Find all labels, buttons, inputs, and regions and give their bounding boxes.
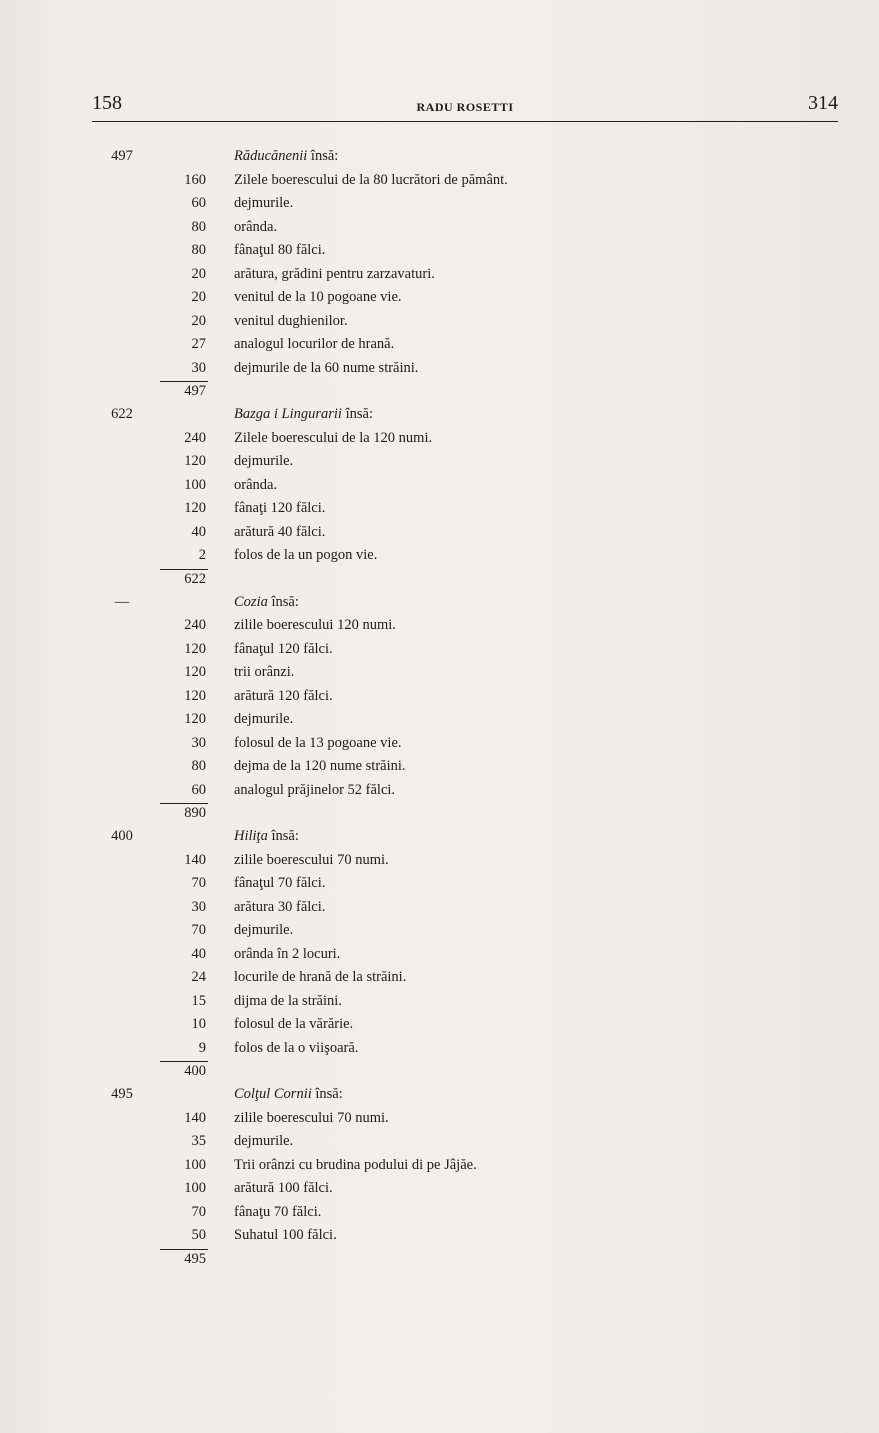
revenue-description: dejmurile. <box>234 922 294 938</box>
estate-heading-suffix: însă: <box>307 148 339 164</box>
estate-total: 622 <box>111 406 133 422</box>
revenue-item-row <box>92 263 852 287</box>
revenue-amount: 24 <box>191 969 206 985</box>
revenue-item-row <box>92 755 852 779</box>
estate-heading <box>234 825 299 849</box>
revenue-description: arătura, grădini pentru zarzavaturi. <box>234 265 435 282</box>
section-sum-row <box>92 568 852 591</box>
estate-title-row <box>92 403 852 427</box>
section-sum-row <box>92 1248 852 1271</box>
estate-name: Hiliţa <box>234 828 268 844</box>
revenue-description: dejmurile. <box>234 711 294 727</box>
revenue-amount: 240 <box>184 429 206 446</box>
revenue-amount: 9 <box>198 1039 206 1056</box>
revenue-description: dejmurile. <box>234 1133 294 1149</box>
revenue-description: zilile boerescului 70 numi. <box>234 851 389 868</box>
revenue-description: arătura 30 fălci. <box>234 898 326 915</box>
revenue-item-row <box>92 849 852 873</box>
section-sum-row <box>92 1060 852 1083</box>
revenue-description: folos de la o viişoară. <box>234 1039 359 1056</box>
revenue-item-row <box>92 357 852 381</box>
revenue-item-row <box>92 544 852 568</box>
estate-heading-suffix: însă: <box>311 1086 343 1102</box>
revenue-description: folosul de la vărărie. <box>234 1016 354 1032</box>
estate-heading <box>234 403 373 427</box>
revenue-description: fânaţi 120 fălci. <box>234 500 326 516</box>
revenue-amount: 10 <box>191 1016 206 1032</box>
revenue-item-row <box>92 216 852 240</box>
revenue-description: folos de la un pogon vie. <box>234 547 378 563</box>
estate-heading-suffix: însă: <box>341 406 373 422</box>
revenue-item-row <box>92 779 852 803</box>
revenue-description: zilile boerescului 70 numi. <box>234 1109 389 1126</box>
revenue-amount: 100 <box>184 476 206 493</box>
revenue-description: Zilele boerescului de la 120 numi. <box>234 429 433 446</box>
revenue-item-row <box>92 708 852 732</box>
estate-title-row <box>92 145 852 169</box>
revenue-amount: 100 <box>184 1156 206 1173</box>
revenue-amount: 20 <box>191 312 206 329</box>
revenue-description: dejmurile. <box>234 195 294 211</box>
revenue-description: fânaţul 120 fălci. <box>234 640 333 657</box>
revenue-amount: 2 <box>198 547 206 563</box>
revenue-item-row <box>92 990 852 1014</box>
revenue-item-row <box>92 427 852 451</box>
revenue-description: fânaţu 70 fălci. <box>234 1203 322 1220</box>
revenue-description: dijma de la străini. <box>234 992 342 1009</box>
revenue-description: fânaţul 70 fălci. <box>234 875 326 891</box>
header-rule <box>92 121 838 122</box>
revenue-description: orânda în 2 locuri. <box>234 945 341 962</box>
revenue-description: trii orânzi. <box>234 664 295 680</box>
revenue-description: dejmurile. <box>234 453 294 469</box>
estate-total: 400 <box>111 828 133 844</box>
revenue-amount: 160 <box>184 171 206 188</box>
revenue-description: analogul prăjinelor 52 fălci. <box>234 781 396 798</box>
revenue-item-row <box>92 685 852 709</box>
revenue-description: venitul dughienilor. <box>234 312 348 329</box>
section-sum-row <box>92 802 852 825</box>
section-sum: 400 <box>184 1063 206 1079</box>
revenue-item-row <box>92 169 852 193</box>
revenue-item-row <box>92 1013 852 1037</box>
revenue-amount: 20 <box>191 289 206 305</box>
revenue-amount: 80 <box>191 242 206 258</box>
page-header <box>92 88 838 122</box>
revenue-description: locurile de hrană de la străini. <box>234 969 407 985</box>
estate-heading <box>234 145 338 169</box>
page-number-right: 314 <box>808 92 838 114</box>
estate-heading <box>234 591 299 615</box>
revenue-item-row <box>92 192 852 216</box>
revenue-amount: 70 <box>191 875 206 891</box>
revenue-description: orânda. <box>234 476 278 493</box>
revenue-description: dejmurile de la 60 nume străini. <box>234 359 419 376</box>
estate-title-row <box>92 591 852 615</box>
estate-name: Răducănenii <box>234 148 308 164</box>
section-sum: 497 <box>184 383 206 399</box>
revenue-item-row <box>92 614 852 638</box>
revenue-item-row <box>92 286 852 310</box>
revenue-amount: 140 <box>184 1109 206 1126</box>
revenue-description: venitul de la 10 pogoane vie. <box>234 289 402 305</box>
revenue-item-row <box>92 1154 852 1178</box>
revenue-amount: 40 <box>191 945 206 962</box>
estate-heading <box>234 1083 343 1107</box>
estate-total: — <box>114 593 130 610</box>
revenue-amount: 120 <box>184 453 206 469</box>
revenue-item-row <box>92 732 852 756</box>
revenue-description: zilile boerescului 120 numi. <box>234 617 396 633</box>
revenue-amount: 50 <box>191 1227 206 1243</box>
revenue-amount: 80 <box>191 758 206 774</box>
revenue-description: Trii orânzi cu brudina podului di pe Jâjăe. <box>234 1156 477 1173</box>
revenue-description: dejma de la 120 nume străini. <box>234 758 406 774</box>
revenue-description: analogul locurilor de hrană. <box>234 336 395 352</box>
revenue-description: folosul de la 13 pogoane vie. <box>234 734 402 751</box>
estate-heading-suffix: însă: <box>267 593 299 610</box>
revenue-description: arătură 40 fălci. <box>234 523 326 540</box>
revenue-amount: 140 <box>184 851 206 868</box>
revenue-amount: 70 <box>191 1203 206 1220</box>
revenue-item-row <box>92 1107 852 1131</box>
revenue-amount: 120 <box>184 687 206 704</box>
revenue-description: fânaţul 80 fălci. <box>234 242 326 258</box>
revenue-amount: 70 <box>191 922 206 938</box>
estate-total: 497 <box>111 148 133 164</box>
revenue-amount: 120 <box>184 711 206 727</box>
revenue-item-row <box>92 239 852 263</box>
estate-name: Colţul Cornii <box>234 1086 312 1102</box>
revenue-item-row <box>92 896 852 920</box>
running-head-author: RADU ROSETTI <box>416 100 514 114</box>
section-sum: 495 <box>184 1250 206 1267</box>
revenue-amount: 30 <box>191 359 206 376</box>
estate-title-row <box>92 1083 852 1107</box>
estate-heading-suffix: însă: <box>267 828 299 844</box>
revenue-amount: 80 <box>191 218 206 235</box>
revenue-item-row <box>92 521 852 545</box>
revenue-item-row <box>92 497 852 521</box>
revenue-description: Suhatul 100 fălci. <box>234 1227 337 1243</box>
revenue-amount: 30 <box>191 734 206 751</box>
revenue-item-row <box>92 333 852 357</box>
revenue-item-row <box>92 1177 852 1201</box>
section-sum: 622 <box>184 570 206 587</box>
revenue-amount: 27 <box>191 336 206 352</box>
revenue-description: arătură 100 fălci. <box>234 1180 333 1196</box>
revenue-item-row <box>92 474 852 498</box>
revenue-item-row <box>92 966 852 990</box>
revenue-item-row <box>92 450 852 474</box>
revenue-amount: 120 <box>184 500 206 516</box>
revenue-item-row <box>92 1201 852 1225</box>
revenue-amount: 30 <box>191 898 206 915</box>
revenue-item-row <box>92 1130 852 1154</box>
revenue-amount: 20 <box>191 265 206 282</box>
revenue-item-row <box>92 1037 852 1061</box>
revenue-item-row <box>92 638 852 662</box>
revenue-amount: 240 <box>184 617 206 633</box>
revenue-amount: 60 <box>191 195 206 211</box>
section-sum: 890 <box>184 805 206 821</box>
revenue-item-row <box>92 310 852 334</box>
estate-name: Cozia <box>234 593 268 610</box>
revenue-amount: 15 <box>191 992 206 1009</box>
revenue-item-row <box>92 661 852 685</box>
revenue-item-row <box>92 919 852 943</box>
revenue-amount: 60 <box>191 781 206 798</box>
estate-total: 495 <box>111 1086 133 1102</box>
revenue-amount: 120 <box>184 640 206 657</box>
revenue-item-row <box>92 943 852 967</box>
estate-revenue-list <box>92 145 852 1271</box>
revenue-description: Zilele boerescului de la 80 lucrători de pământ. <box>234 171 508 188</box>
estate-name: Bazga i Lingurarii <box>234 406 342 422</box>
revenue-description: orânda. <box>234 218 278 235</box>
revenue-item-row <box>92 872 852 896</box>
estate-title-row <box>92 825 852 849</box>
revenue-amount: 100 <box>184 1180 206 1196</box>
section-sum-row <box>92 380 852 403</box>
revenue-amount: 120 <box>184 664 206 680</box>
page-number-left: 158 <box>92 92 122 114</box>
revenue-amount: 40 <box>191 523 206 540</box>
revenue-item-row <box>92 1224 852 1248</box>
revenue-amount: 35 <box>191 1133 206 1149</box>
revenue-description: arătură 120 fălci. <box>234 687 333 704</box>
